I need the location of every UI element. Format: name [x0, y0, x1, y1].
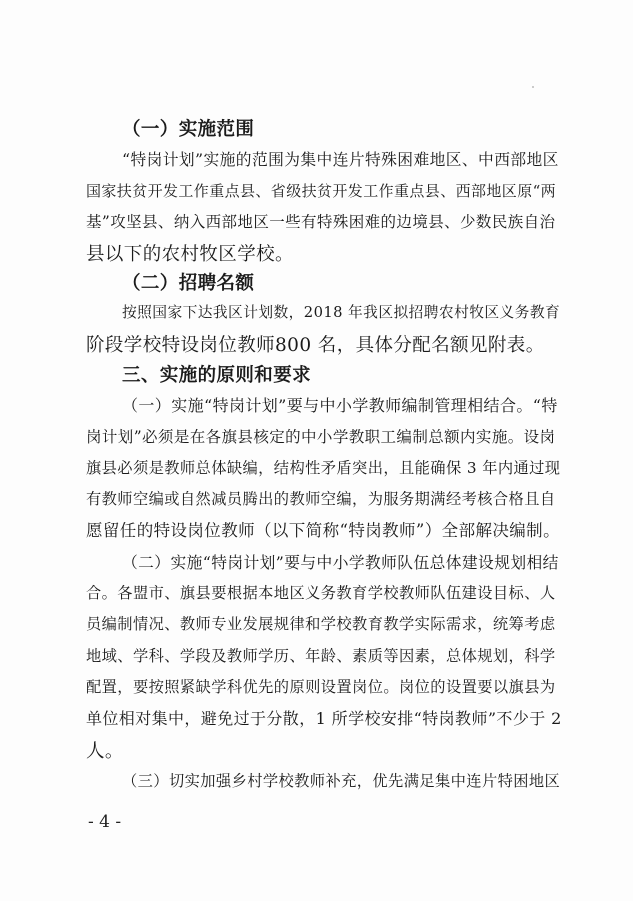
paragraph-line: 按照国家下达我区计划数，2018 年我区拟招聘农村牧区义务教育: [122, 304, 561, 321]
paragraph-line: 国家扶贫开发工作重点县、省级扶贫开发工作重点县、西部地区原“两: [86, 182, 557, 200]
section-heading-scope: （一）实施范围: [122, 119, 255, 140]
paragraph-line: 岗计划”必须是在各旗县核定的中小学教职工编制总额内实施。设岗: [86, 428, 556, 446]
paragraph-line: 单位相对集中，避免过于分散，1 所学校安排“特岗教师”不少于 2: [86, 709, 562, 728]
paragraph-line: 地域、学科、学段及教师学历、年龄、素质等因素，总体规划，科学: [86, 647, 556, 665]
paragraph-line: 旗县必须是教师总体缺编，结构性矛盾突出，且能确保 3 年内通过现: [86, 459, 561, 477]
section-heading-quota: （二）招聘名额: [122, 273, 255, 294]
paragraph-line: （一）实施“特岗计划”要与中小学教师编制管理相结合。“特: [122, 396, 558, 415]
paragraph-line: 人。: [86, 741, 124, 762]
paragraph-line: 基”攻坚县、纳入西部地区一些有特殊困难的边境县、少数民族自治: [86, 213, 556, 231]
paragraph-line: （三）切实加强乡村学校教师补充，优先满足集中连片特困地区: [122, 772, 561, 790]
paragraph-line: 县以下的农村牧区学校。: [86, 244, 294, 265]
paragraph-line: 合。各盟市、旗县要根据本地区义务教育学校教师队伍建设目标、人: [86, 584, 556, 602]
section-heading-principles: 三、实施的原则和要求: [122, 365, 312, 386]
scan-speck: [532, 86, 534, 88]
page-number: - 4 -: [88, 812, 122, 832]
paragraph-line: 有教师空编或自然减员腾出的教师空编，为服务期满经考核合格且自: [86, 490, 556, 508]
paragraph-line: “特岗计划”实施的范围为集中连片特殊困难地区、中西部地区: [122, 150, 559, 169]
paragraph-line: 配置，要按照紧缺学科优先的原则设置岗位。岗位的设置要以旗县为: [86, 678, 556, 696]
paragraph-line: 愿留任的特设岗位教师（以下简称“特岗教师”）全部解决编制。: [86, 521, 560, 540]
paragraph-line: （二）实施“特岗计划”要与中小学教师队伍总体建设规划相结: [122, 553, 559, 572]
paragraph-line: 员编制情况、教师专业发展规律和学校教育教学实际需求，统筹考虑: [86, 615, 556, 633]
paragraph-line: 阶段学校特设岗位教师800 名，具体分配名额见附表。: [86, 335, 545, 356]
